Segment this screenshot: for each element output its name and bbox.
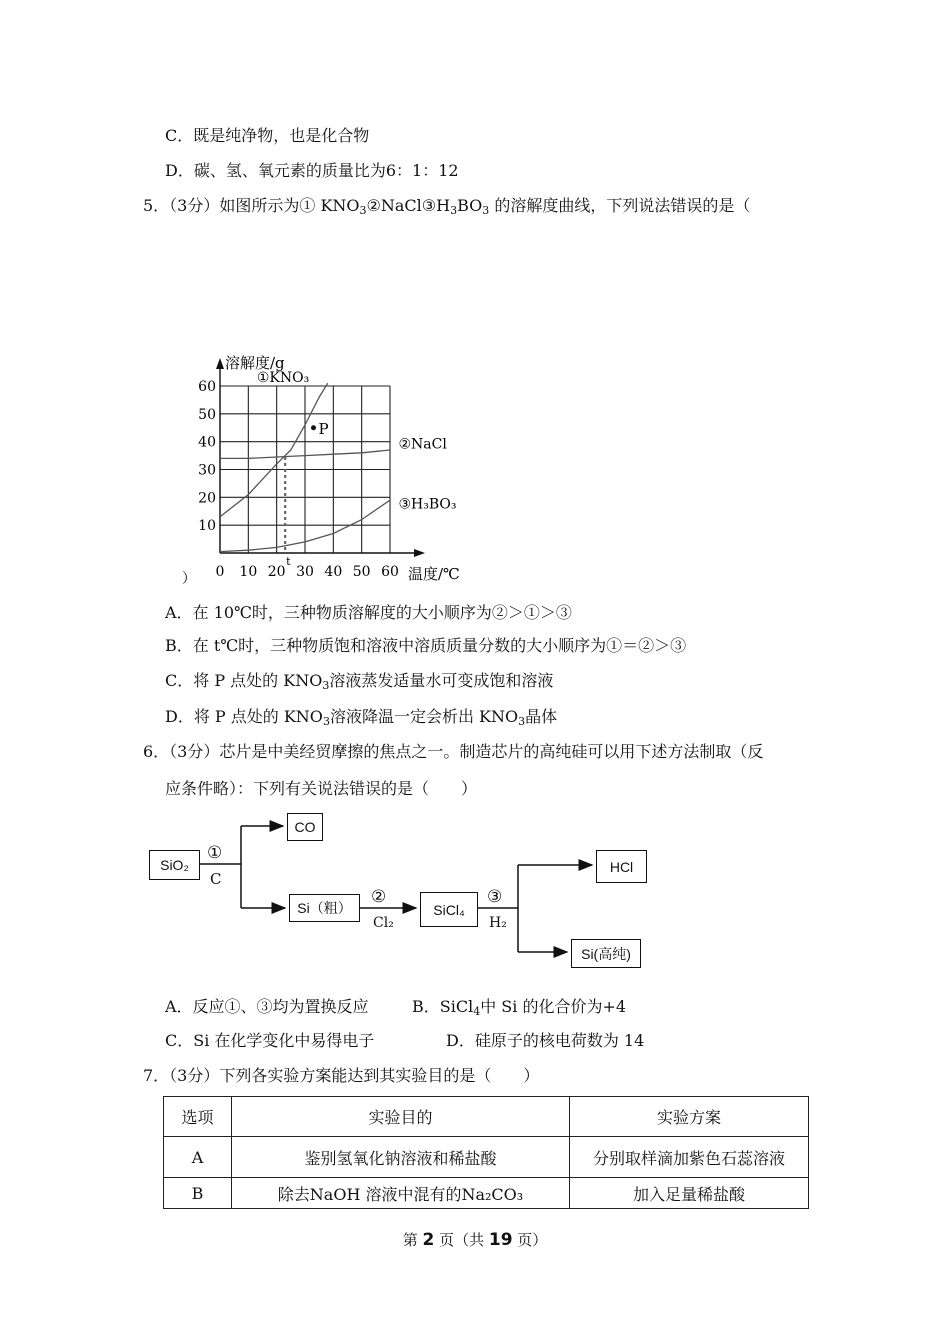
q5-option-c-pre: C．将 P 点处的 KNO (165, 671, 323, 690)
q5-option-d: D．将 P 点处的 $KNO_3$溶液降温一定会析出 $KNO_3$晶体 (165, 707, 558, 728)
x-tick-label: 0 (215, 564, 225, 580)
q5-option-c-post: 溶液蒸发适量水可变成饱和溶液 (329, 671, 554, 690)
table-header: 实验目的 (232, 1097, 570, 1137)
q6-option-b-pre: B．SiCl (412, 997, 474, 1016)
table-header: 选项 (164, 1097, 232, 1137)
x-tick-label: 40 (324, 564, 343, 580)
x-tick-label: 60 (381, 564, 399, 580)
page-footer (0, 1229, 950, 1250)
reagent1-label: C (210, 870, 222, 888)
series-label-2: ②NaCl (398, 436, 447, 453)
table-row (164, 1137, 809, 1178)
table-cell: A (164, 1137, 232, 1178)
table-header: 实验方案 (570, 1097, 809, 1137)
y-tick-label: 50 (198, 406, 216, 423)
footer-pre: 第 (402, 1231, 423, 1249)
t-label: t (286, 555, 291, 568)
q4-option-c: C．既是纯净物，也是化合物 (165, 126, 370, 145)
series-label-3: ③H₃BO₃ (398, 496, 457, 513)
q6-option-b-post: 中 Si 的化合价为+4 (480, 997, 627, 1016)
q5-stem-prefix: 5．（3分）如图所示为① KNO (143, 196, 360, 215)
y-tick-label: 10 (198, 518, 216, 535)
q5-stem-mid1: ②NaCl③H (366, 196, 451, 215)
step1-label: ① (207, 843, 223, 863)
box-sicl4: SiCl₄ (420, 892, 478, 927)
x-tick-label: 30 (296, 564, 314, 580)
y-axis-label: 溶解度/g (225, 354, 285, 372)
table-cell: 分别取样滴加紫色石蕊溶液 (570, 1137, 809, 1178)
q6-stem-line1: 6．（3分）芯片是中美经贸摩擦的焦点之一。制造芯片的高纯硅可以用下述方法制取（反 (143, 742, 764, 761)
q6-stem-line2: 应条件略）：下列有关说法错误的是（ ） (165, 779, 478, 798)
footer-post: 页） (512, 1231, 548, 1249)
y-tick-label: 30 (198, 462, 216, 479)
q5-stem-suffix: 的溶解度曲线，下列说法错误的是（ (489, 196, 751, 215)
q5-stem-mid2: BO (457, 196, 483, 215)
footer-page: 2 (422, 1230, 435, 1250)
q6-option-a: A．反应①、③均为置换反应 (165, 997, 369, 1016)
q6-option-d: D．硅原子的核电荷数为 14 (446, 1031, 645, 1050)
q5-stem-close: ） (182, 571, 196, 587)
x-tick-label: 20 (267, 564, 286, 580)
y-tick-label: 20 (198, 490, 216, 507)
table-cell: 鉴别氢氧化钠溶液和稀盐酸 (232, 1137, 570, 1178)
step2-label: ② (371, 887, 387, 907)
y-tick-label: 60 (198, 379, 216, 395)
table-header-row (164, 1097, 809, 1137)
series-label-1: ①KNO₃ (256, 369, 310, 386)
q5-option-d-post: 晶体 (525, 707, 558, 726)
q7-table (163, 1096, 809, 1209)
q5-stem: 5．（3分）如图所示为① $KNO_3②NaCl③H_3BO_3$ 的溶解度曲线，下列说法错误的是（ (143, 196, 751, 217)
q5-option-d-pre: D．将 P 点处的 KNO (165, 707, 323, 726)
x-tick-label: 50 (352, 564, 371, 580)
y-tick-label: 40 (198, 434, 216, 451)
reagent3-label: H₂ (489, 915, 507, 931)
q5-option-a: A．在 10℃时，三种物质溶解度的大小顺序为②＞①＞③ (165, 603, 572, 622)
table-cell: B (164, 1178, 232, 1209)
q7-stem: 7．（3分）下列各实验方案能达到其实验目的是（ ） (143, 1066, 540, 1085)
x-tick-label: 10 (239, 564, 258, 580)
box-hcl: HCl (596, 850, 647, 883)
table-cell: 除去NaOH 溶液中混有的Na₂CO₃ (232, 1178, 570, 1209)
q6-option-b: B．SiCl$_4$中 Si 的化合价为+4 (412, 997, 627, 1018)
point-p-label: P (318, 419, 329, 438)
reagent2-label: Cl₂ (373, 915, 394, 931)
q4-option-d: D．碳、氢、氧元素的质量比为6：1：12 (165, 161, 459, 180)
table-cell: 加入足量稀盐酸 (570, 1178, 809, 1209)
table-row (164, 1178, 809, 1209)
footer-total: 19 (488, 1230, 513, 1250)
q5-option-c: C．将 P 点处的 $KNO_3$溶液蒸发适量水可变成饱和溶液 (165, 671, 554, 692)
q5-option-b: B．在 t℃时，三种物质饱和溶液中溶质质量分数的大小顺序为①＝②＞③ (165, 636, 687, 655)
box-co: CO (287, 813, 323, 841)
step3-label: ③ (487, 887, 503, 907)
box-sio2: SiO₂ (149, 850, 200, 880)
q5-option-d-mid: 溶液降温一定会析出 KNO (329, 707, 519, 726)
q6-option-c: C．Si 在化学变化中易得电子 (165, 1031, 375, 1050)
footer-mid: 页（共 (434, 1231, 489, 1249)
box-si-crude: Si（粗） (289, 894, 360, 922)
box-si-pure: Si(高纯) (571, 939, 641, 968)
x-axis-label: 温度/℃ (408, 565, 460, 583)
